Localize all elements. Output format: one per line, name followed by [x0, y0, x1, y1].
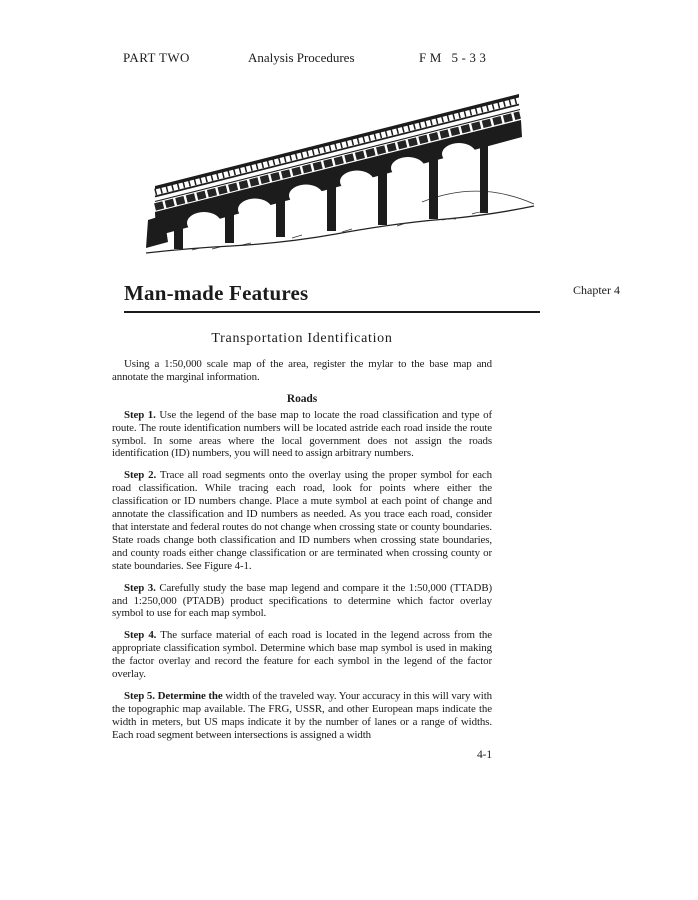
intro-paragraph: Using a 1:50,000 scale map of the area, register the mylar to the base map and annotate the marginal information. — [112, 358, 492, 383]
chapter-label: Chapter 4 — [573, 283, 620, 297]
bridge-illustration — [142, 80, 537, 268]
header-section-title: Analysis Procedures — [248, 50, 355, 65]
step-4-text: The surface material of each road is located in the legend across from the appropriate classification symbol. Determine which base map symbol is used in making the factor overlay and record the feature for each symbol in the legend of the factor overlay. — [112, 629, 492, 681]
header-doc-number: FM 5-33 — [419, 50, 490, 65]
step-2-label: Step 2. — [124, 469, 157, 482]
step-3-label: Step 3. — [124, 581, 156, 594]
page-header — [0, 50, 698, 66]
step-5-paragraph — [112, 690, 492, 742]
bridge-drawing-svg — [142, 80, 537, 268]
section-title: Transportation Identification — [211, 331, 393, 346]
chapter-heading-block — [124, 281, 540, 313]
step-3-paragraph — [112, 582, 492, 621]
step-4-paragraph — [112, 629, 492, 681]
header-part-label: PART TWO — [123, 50, 190, 65]
chapter-title: Man-made Features — [124, 281, 309, 305]
step-5-text: width of the traveled way. Your accuracy in this will vary with the topographic map available. The FRG, USSR, and other European maps indicate the width in meters, but US maps indicate it by the number of lanes or a range of widths. Each road segment between intersections is assigned a width — [112, 689, 493, 741]
page-number: 4-1 — [476, 748, 492, 761]
step-1-label: Step 1. — [124, 408, 156, 421]
step-3-text: Carefully study the base map legend and compare it the 1:50,000 (TTADB) and 1:250,000 (PTADB) product specifications to determine which factor overlay symbol to use for each map symbol. — [112, 581, 493, 620]
step-1-text: Use the legend of the base map to locate the road classification and type of route. The route identification numbers will be located astride each road inside the route symbol. In some areas where the local government does not assign the roads identification (ID) numbers, you will need to assign arbitrary numbers. — [112, 408, 492, 460]
step-2-text: Trace all road segments onto the overlay using the proper symbol for each road classification. While tracing each road, look for points where either the classification or ID numbers change. Place a mute symbol at each point of change and annotate the classification and ID numbers as needed. As you trace each road, consider that interstate and federal routes do not change when crossing state or county boundaries. State roads change both classification and ID numbers when crossing state boundaries, and county roads either change classification or are terminated when crossing county or state boundaries. See Figure 4-1. — [112, 469, 493, 572]
body-text-column — [112, 358, 492, 761]
step-5-label: Step 5. Determine the — [124, 689, 223, 702]
step-1-paragraph — [112, 409, 492, 461]
roads-heading: Roads — [286, 392, 318, 405]
step-2-paragraph — [112, 469, 492, 572]
step-4-label: Step 4. — [124, 629, 157, 642]
